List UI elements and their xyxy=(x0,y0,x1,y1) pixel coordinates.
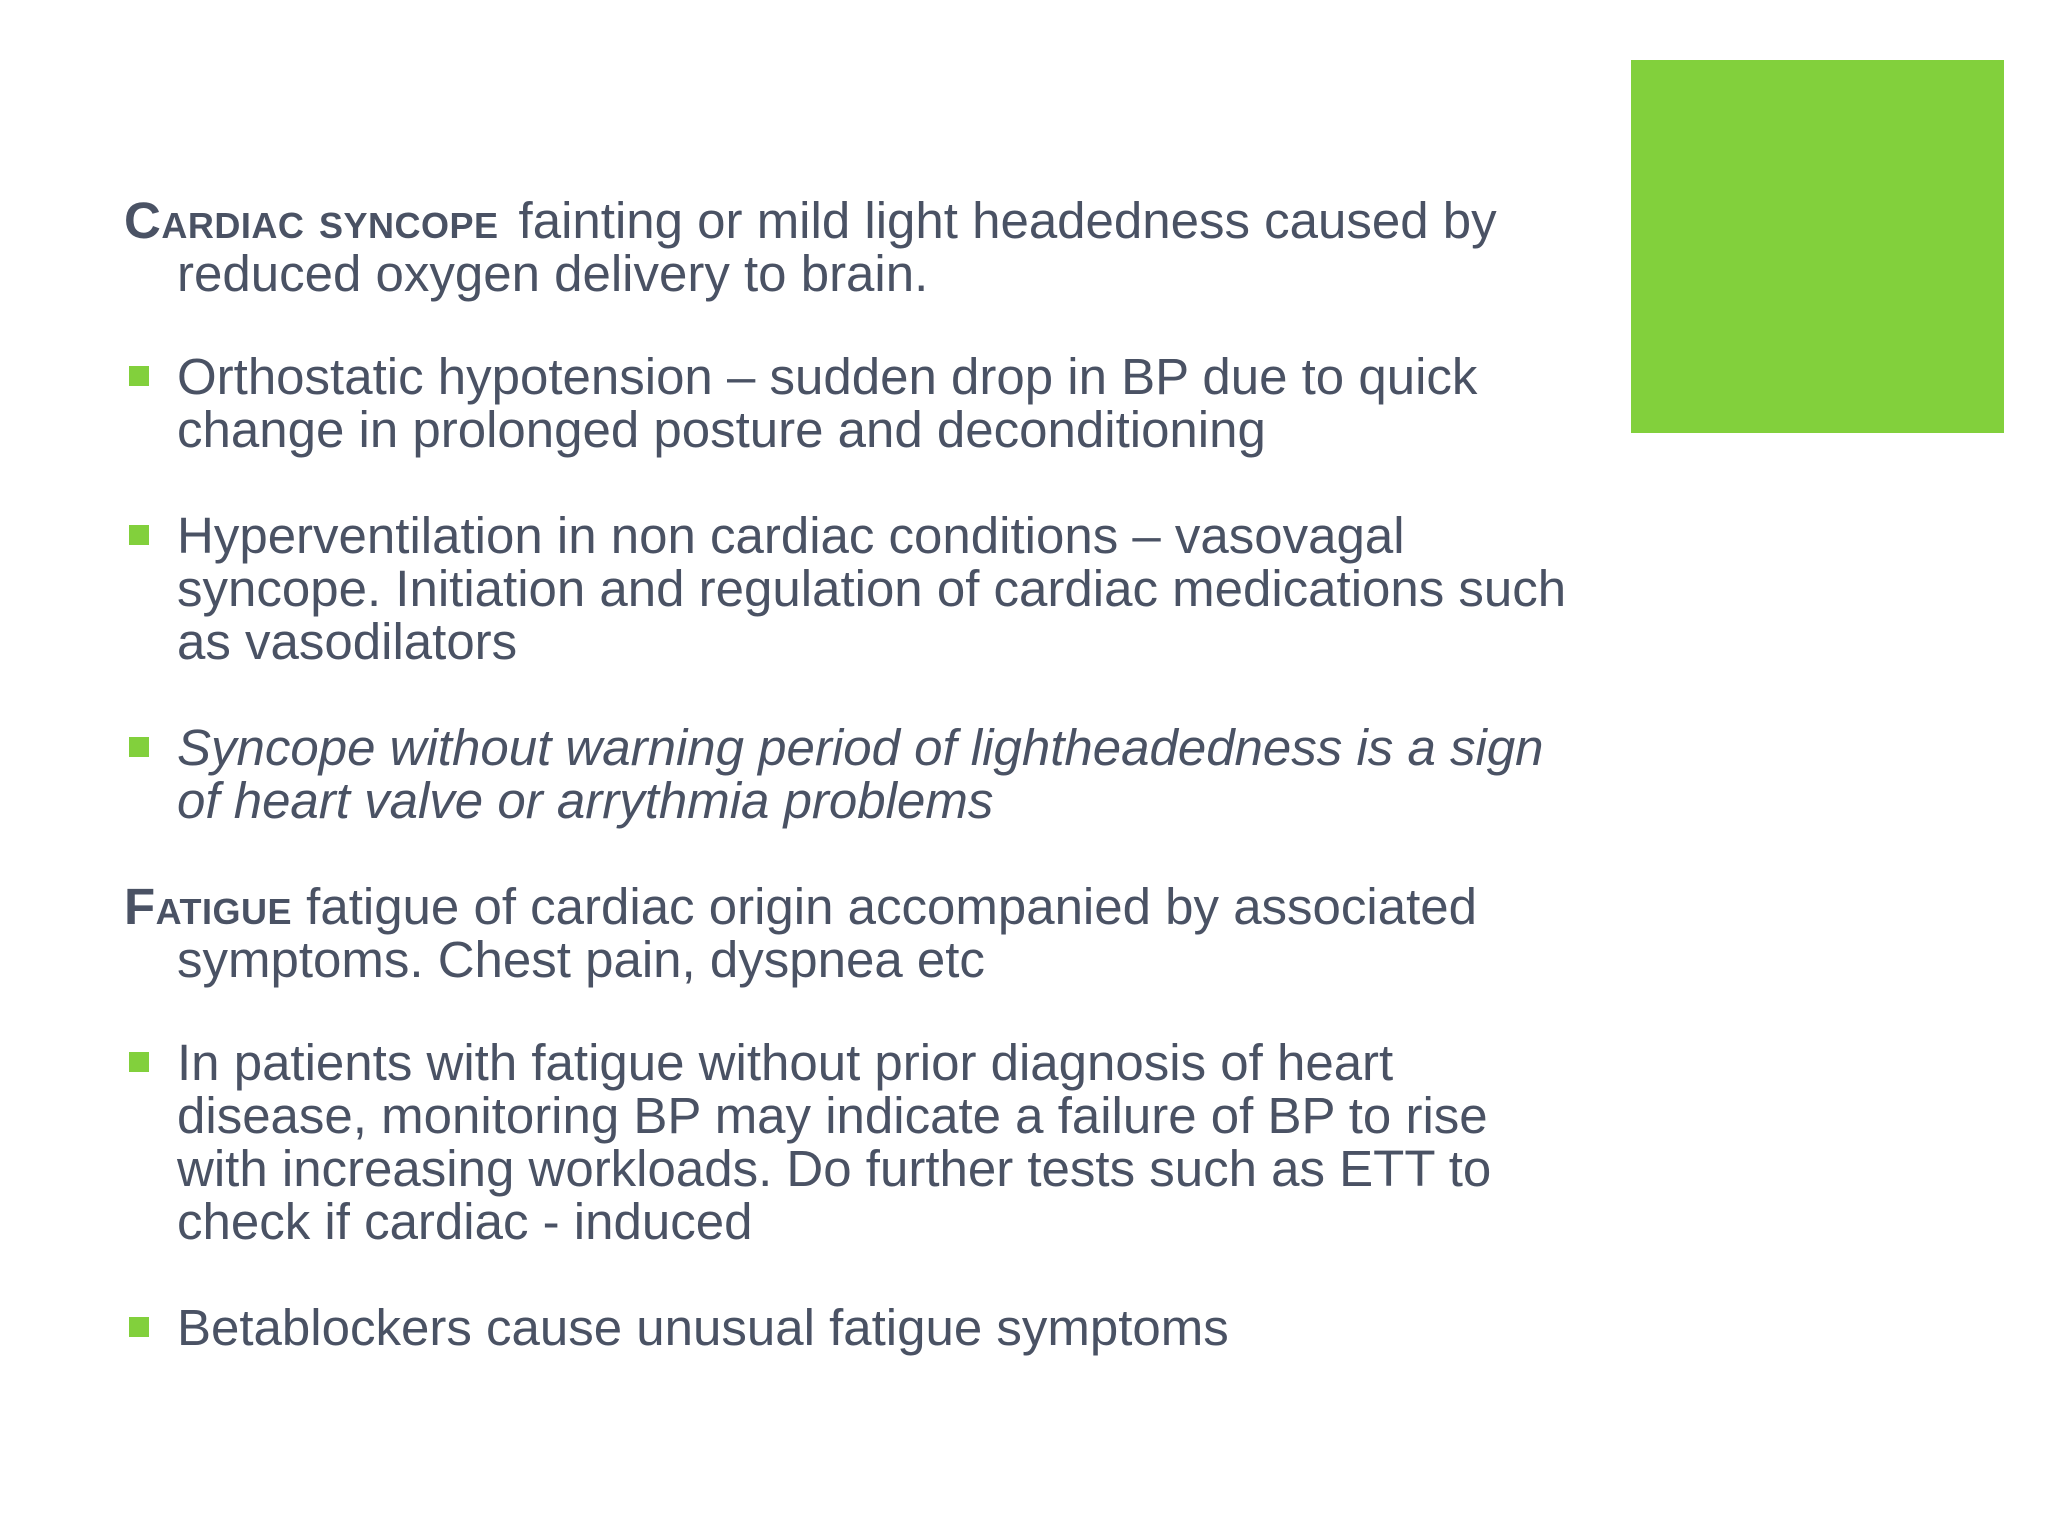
fatigue-definition xyxy=(124,880,1584,986)
square-bullet-icon xyxy=(129,737,149,757)
square-bullet-icon xyxy=(129,1317,149,1337)
cardiac-syncope-definition xyxy=(124,194,1584,300)
square-bullet-icon xyxy=(129,366,149,386)
bullet-orthostatic-hypotension xyxy=(124,350,1584,456)
accent-square xyxy=(1631,60,2004,433)
cardiac-syncope-term: Cardiac syncope xyxy=(124,192,499,249)
bullet-syncope-warning xyxy=(124,721,1584,827)
fatigue-term: Fatigue xyxy=(124,878,292,935)
bullet-fatigue-monitoring xyxy=(124,1036,1584,1248)
square-bullet-icon xyxy=(129,1052,149,1072)
cardiac-syncope-text: fainting or mild light headedness caused by reduced oxygen delivery to brain. xyxy=(177,192,1497,302)
bullet-text: Betablockers cause unusual fatigue symptoms xyxy=(177,1299,1229,1356)
bullet-text: Syncope without warning period of lightheadedness is a sign of heart valve or arrythmia problems xyxy=(177,719,1544,829)
slide-content xyxy=(124,194,1584,1407)
bullet-text: Orthostatic hypotension – sudden drop in BP due to quick change in prolonged posture and deconditioning xyxy=(177,348,1478,458)
bullet-hyperventilation xyxy=(124,509,1584,668)
bullet-text: Hyperventilation in non cardiac conditions – vasovagal syncope. Initiation and regulation of cardiac medications such as vasodilators xyxy=(177,507,1567,670)
square-bullet-icon xyxy=(129,525,149,545)
bullet-betablockers xyxy=(124,1301,1584,1354)
bullet-text: In patients with fatigue without prior diagnosis of heart disease, monitoring BP may indicate a failure of BP to rise with increasing workloads. Do further tests such as ETT to check if cardiac - induced xyxy=(177,1034,1492,1250)
fatigue-text: fatigue of cardiac origin accompanied by associated symptoms. Chest pain, dyspnea etc xyxy=(177,878,1478,988)
